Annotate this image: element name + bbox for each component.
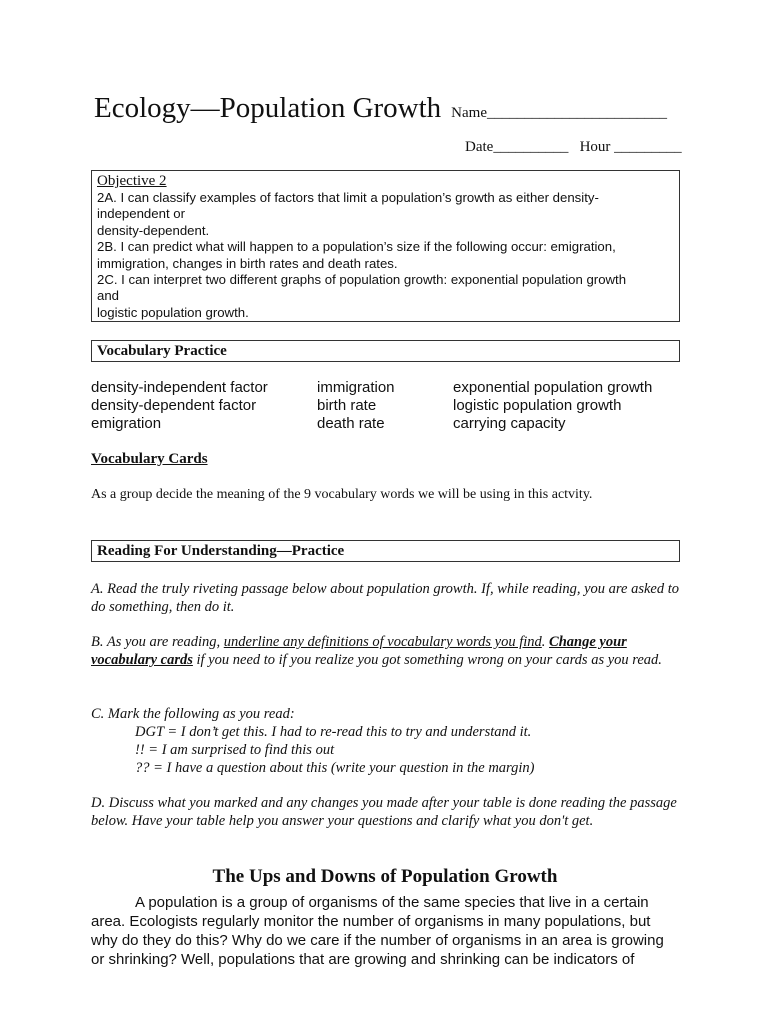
vocab-column-3 xyxy=(453,379,652,433)
instruction-c-heading: C. Mark the following as you read: xyxy=(91,706,295,722)
instruction-b-suffix: if you need to if you realize you got something wrong on your cards as you read. xyxy=(192,652,662,668)
instruction-b-mid: . xyxy=(541,634,550,650)
objective-line: independent or xyxy=(97,206,185,222)
objective-heading: Objective 2 xyxy=(97,173,167,189)
objective-line: logistic population growth. xyxy=(97,304,249,320)
mark-legend-item: !! = I am surprised to find this out xyxy=(135,742,335,758)
hour-field-label: Hour _________ xyxy=(579,139,682,155)
objective-line: 2C. I can interpret two different graphs of population growth: exponential population growth xyxy=(97,272,627,288)
vocab-term: density-dependent factor xyxy=(91,397,257,414)
objective-line: 2A. I can classify examples of factors that limit a population’s growth as either density- xyxy=(97,190,599,205)
vocabulary-cards-text: As a group decide the meaning of the 9 vocabulary words we will be using in this actvity. xyxy=(91,487,593,502)
instruction-b-bold: Change your vocabulary cards xyxy=(91,634,627,668)
passage-body xyxy=(91,893,681,969)
objective-line: 2B. I can predict what will happen to a population’s size if the following occur: emigration, xyxy=(97,239,616,255)
vocab-term: carrying capacity xyxy=(453,415,566,432)
page-title: Ecology—Population Growth xyxy=(94,92,442,124)
passage-text: A population is a group of organisms of the same species that live in a certain area. Ecologists regularly monitor the number of organisms in many populations, but why do they do this? Why do we care if the number of organisms in an area is growing or shrinking? Well, populations that are growing and shrinking can be indicators of xyxy=(91,894,664,968)
mark-legend-item: DGT = I don’t get this. I had to re-read this to try and understand it. xyxy=(135,724,532,740)
vocab-term: emigration xyxy=(91,415,162,432)
passage-title: The Ups and Downs of Population Growth xyxy=(212,866,558,887)
instruction-b-underline: underline any definitions of vocabulary words you find xyxy=(223,634,542,650)
instruction-b xyxy=(91,633,681,669)
objective-box xyxy=(91,170,680,322)
vocabulary-practice-heading: Vocabulary Practice xyxy=(91,340,680,362)
instruction-b-prefix: B. As you are reading, xyxy=(91,634,224,650)
objective-line: and xyxy=(97,288,120,304)
date-hour-row xyxy=(465,139,682,156)
objective-line: density-dependent. xyxy=(97,222,210,238)
instruction-d: D. Discuss what you marked and any changes you made after your table is done reading the passage below. Have your table help you answer your questions and clarify what you don't get. xyxy=(91,795,677,829)
vocab-term: death rate xyxy=(317,415,385,432)
vocab-column-1 xyxy=(91,379,268,433)
vocab-term: birth rate xyxy=(317,397,377,414)
vocab-term: exponential population growth xyxy=(453,379,653,396)
title-row xyxy=(94,92,667,125)
vocab-term: density-independent factor xyxy=(91,379,268,396)
objective-line: immigration, changes in birth rates and death rates. xyxy=(97,255,398,271)
instruction-c xyxy=(91,705,681,777)
vocab-term: logistic population growth xyxy=(453,397,622,414)
reading-heading: Reading For Understanding—Practice xyxy=(91,540,680,562)
date-field-label: Date__________ xyxy=(465,139,569,155)
vocab-column-2 xyxy=(317,379,395,433)
name-field-label: Name________________________ xyxy=(451,105,667,121)
mark-legend-item: ?? = I have a question about this (write your question in the margin) xyxy=(135,760,535,776)
instruction-a: A. Read the truly riveting passage below about population growth. If, while reading, you are asked to do something, then do it. xyxy=(91,581,679,615)
vocab-term: immigration xyxy=(317,379,395,396)
vocabulary-cards-heading: Vocabulary Cards xyxy=(91,451,208,467)
